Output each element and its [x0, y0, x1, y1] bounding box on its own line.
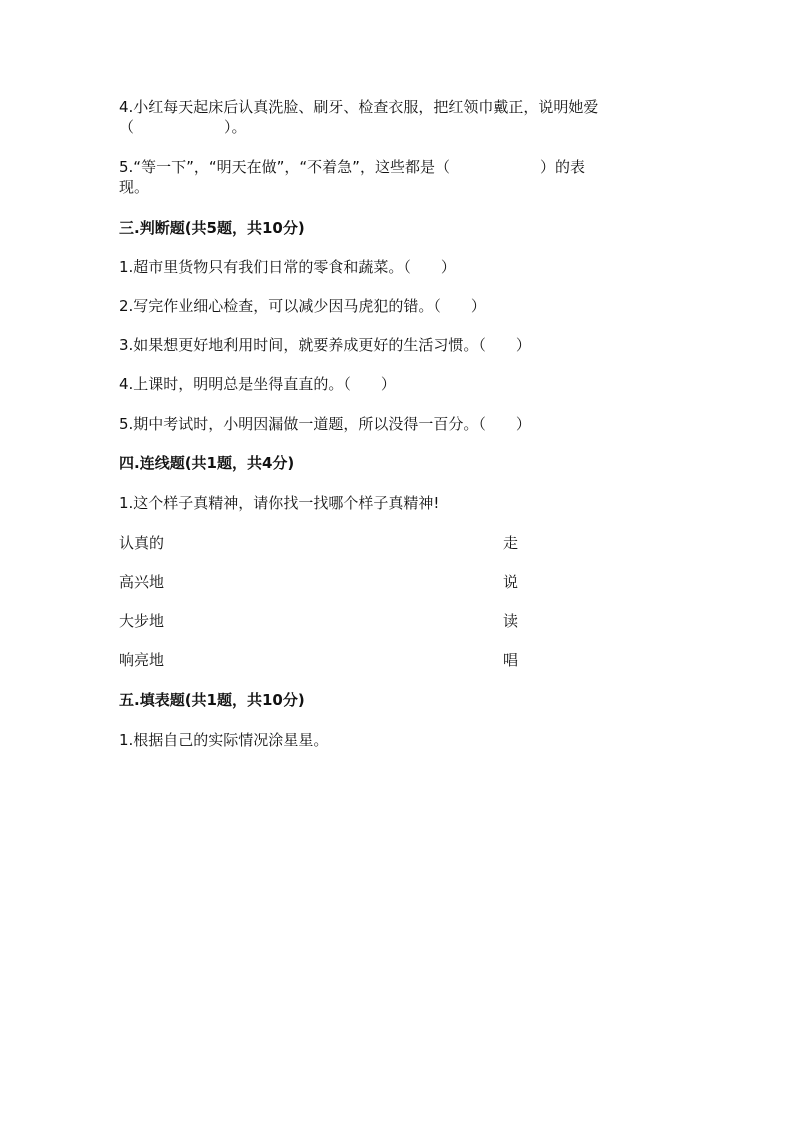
- matching-right-item: 说: [503, 573, 519, 591]
- matching-right-item: 唱: [503, 651, 519, 669]
- table-question-1: 1.根据自己的实际情况涂星星。: [119, 731, 329, 749]
- matching-right-item: 走: [503, 534, 519, 552]
- judge-question-3: 3.如果想更好地利用时间，就要养成更好的生活习惯。（ ）: [119, 336, 531, 354]
- judge-question-5: 5.期中考试时，小明因漏做一道题，所以没得一百分。（ ）: [119, 415, 531, 433]
- matching-left-item: 大步地: [119, 612, 165, 630]
- section-5-heading: 五.填表题(共1题，共10分): [119, 691, 305, 709]
- matching-left-item: 高兴地: [119, 573, 165, 591]
- judge-question-4: 4.上课时，明明总是坐得直直的。（ ）: [119, 375, 396, 393]
- matching-question-1: 1.这个样子真精神，请你找一找哪个样子真精神!: [119, 494, 440, 512]
- question-4-line-1: 4.小红每天起床后认真洗脸、刷牙、检查衣服，把红领巾戴正，说明她爱: [119, 98, 599, 116]
- question-4-line-2: （ ）。: [119, 118, 247, 136]
- matching-right-item: 读: [503, 612, 519, 630]
- matching-left-item: 响亮地: [119, 651, 165, 669]
- judge-question-1: 1.超市里货物只有我们日常的零食和蔬菜。（ ）: [119, 258, 456, 276]
- judge-question-2: 2.写完作业细心检查，可以减少因马虎犯的错。（ ）: [119, 297, 486, 315]
- matching-left-item: 认真的: [119, 534, 165, 552]
- section-4-heading: 四.连线题(共1题，共4分): [119, 454, 295, 472]
- question-5-line-2: 现。: [119, 178, 150, 196]
- question-5-line-1: 5.“等一下”，“明天在做”，“不着急”，这些都是（ ）的表: [119, 158, 585, 176]
- section-3-heading: 三.判断题(共5题，共10分): [119, 219, 305, 237]
